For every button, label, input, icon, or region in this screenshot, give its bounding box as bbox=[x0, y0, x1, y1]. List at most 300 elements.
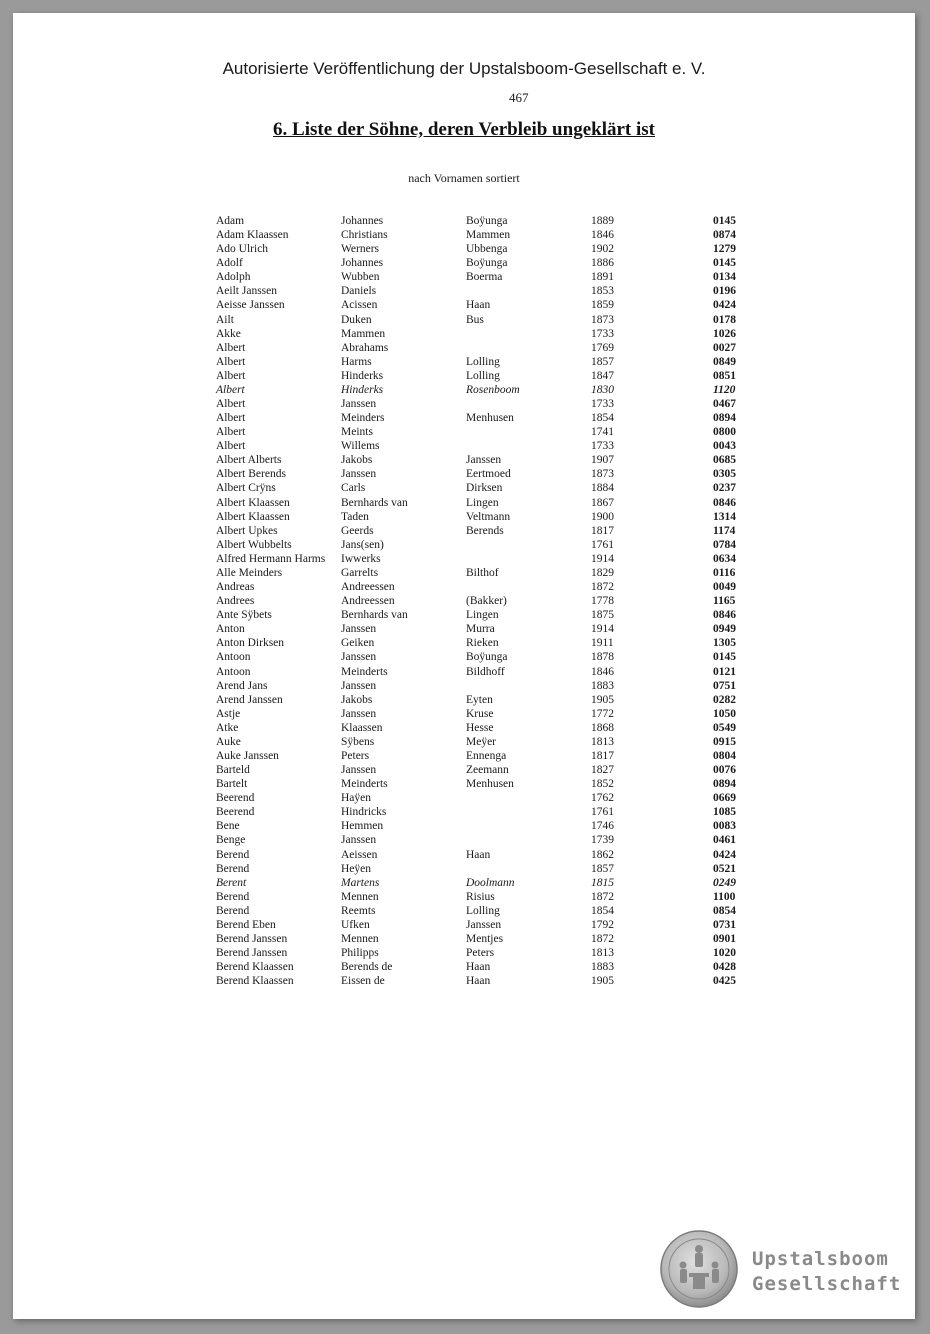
cell-c5: 0751 bbox=[713, 679, 736, 692]
cell-c2: Johannes bbox=[341, 257, 384, 270]
cell-c1: Antoon bbox=[216, 651, 251, 664]
cell-c1: Albert bbox=[216, 440, 246, 453]
publication-header: Autorisierte Veröffentlichung der Upstalsboom-Gesellschaft e. V. bbox=[222, 59, 706, 78]
cell-c3: Menhusen bbox=[466, 412, 514, 425]
cell-c2: Meinders bbox=[341, 412, 385, 425]
cell-c2: Heÿen bbox=[341, 862, 372, 875]
cell-c4: 1854 bbox=[591, 412, 614, 425]
cell-c4: 1891 bbox=[591, 271, 614, 284]
table-row bbox=[216, 439, 756, 453]
cell-c3: Risius bbox=[466, 890, 495, 903]
cell-c5: 0121 bbox=[713, 665, 736, 678]
cell-c5: 1305 bbox=[713, 637, 736, 650]
table-row bbox=[216, 467, 756, 481]
cell-c4: 1868 bbox=[591, 721, 614, 734]
cell-c4: 1883 bbox=[591, 961, 614, 974]
cell-c5: 1020 bbox=[713, 947, 736, 960]
page-number: 467 bbox=[509, 90, 529, 105]
cell-c4: 1875 bbox=[591, 609, 614, 622]
cell-c5: 0467 bbox=[713, 398, 736, 411]
cell-c3: Berends bbox=[466, 524, 504, 537]
cell-c5: 0145 bbox=[713, 215, 736, 227]
cell-c5: 0424 bbox=[713, 299, 736, 312]
cell-c2: Harms bbox=[341, 355, 372, 368]
cell-c5: 0083 bbox=[713, 820, 736, 833]
cell-c4: 1846 bbox=[591, 665, 614, 678]
cell-c5: 0784 bbox=[713, 538, 736, 551]
cell-c5: 0305 bbox=[713, 468, 736, 481]
cell-c3: Janssen bbox=[466, 918, 502, 931]
cell-c1: Benge bbox=[216, 834, 246, 847]
cell-c5: 0915 bbox=[713, 735, 736, 748]
cell-c1: Albert bbox=[216, 426, 246, 439]
cell-c4: 1872 bbox=[591, 890, 614, 903]
cell-c2: Jakobs bbox=[341, 454, 373, 467]
cell-c5: 0669 bbox=[713, 792, 736, 805]
cell-c2: Johannes bbox=[341, 215, 384, 227]
cell-c5: 0049 bbox=[713, 581, 736, 594]
table-row bbox=[216, 510, 756, 524]
cell-c4: 1746 bbox=[591, 820, 614, 833]
cell-c2: Andreessen bbox=[341, 595, 395, 608]
cell-c5: 0424 bbox=[713, 848, 736, 861]
cell-c3: Murra bbox=[466, 623, 495, 636]
cell-c2: Meinderts bbox=[341, 778, 388, 791]
cell-c1: Berend bbox=[216, 848, 250, 861]
cell-c1: Berend Janssen bbox=[216, 947, 288, 960]
cell-c3: Haan bbox=[466, 848, 491, 861]
cell-c1: Berend bbox=[216, 904, 250, 917]
table-row bbox=[216, 341, 756, 355]
cell-c2: Geerds bbox=[341, 524, 374, 537]
cell-c5: 1174 bbox=[713, 524, 736, 537]
cell-c5: 0894 bbox=[713, 412, 736, 425]
table-row bbox=[216, 777, 756, 791]
cell-c1: Albert Crÿns bbox=[216, 482, 276, 495]
cell-c5: 0027 bbox=[713, 341, 736, 354]
cell-c3: Boÿunga bbox=[466, 257, 508, 270]
cell-c1: Anton bbox=[216, 623, 245, 636]
cell-c4: 1733 bbox=[591, 440, 614, 453]
cell-c1: Aeilt Janssen bbox=[216, 285, 278, 298]
cell-c2: Klaassen bbox=[341, 721, 383, 734]
cell-c1: Albert bbox=[216, 412, 246, 425]
cell-c2: Meinderts bbox=[341, 665, 388, 678]
cell-c1: Berend Klaassen bbox=[216, 961, 294, 974]
cell-c3: Bildhoff bbox=[466, 665, 505, 678]
cell-c5: 0076 bbox=[713, 764, 736, 777]
cell-c2: Garrelts bbox=[341, 566, 379, 579]
document-page bbox=[13, 13, 915, 1319]
cell-c3: Boÿunga bbox=[466, 215, 508, 227]
table-row bbox=[216, 552, 756, 566]
cell-c5: 0851 bbox=[713, 369, 736, 382]
table-row bbox=[216, 679, 756, 693]
table-row bbox=[216, 284, 756, 298]
cell-c5: 1085 bbox=[713, 806, 736, 819]
cell-c3: Ennenga bbox=[466, 749, 507, 762]
cell-c2: Ufken bbox=[341, 918, 370, 931]
cell-c4: 1902 bbox=[591, 243, 614, 256]
cell-c4: 1846 bbox=[591, 229, 614, 242]
cell-c2: Jans(sen) bbox=[341, 538, 384, 551]
cell-c5: 1120 bbox=[713, 383, 736, 396]
cell-c2: Bernhards van bbox=[341, 609, 408, 622]
table-row bbox=[216, 735, 756, 749]
cell-c2: Daniels bbox=[341, 285, 377, 298]
cell-c4: 1884 bbox=[591, 482, 614, 495]
cell-c1: Auke Janssen bbox=[216, 749, 279, 762]
cell-c3: Mammen bbox=[466, 229, 511, 242]
cell-c5: 0846 bbox=[713, 496, 736, 509]
table-row bbox=[216, 327, 756, 341]
cell-c3: Hesse bbox=[466, 721, 494, 734]
cell-c3: Haan bbox=[466, 961, 491, 974]
cell-c1: Adam Klaassen bbox=[216, 229, 289, 242]
cell-c3: Eertmoed bbox=[466, 468, 511, 481]
cell-c2: Abrahams bbox=[341, 341, 389, 354]
table-row bbox=[216, 369, 756, 383]
cell-c1: Adolph bbox=[216, 271, 251, 284]
table-row bbox=[216, 622, 756, 636]
cell-c2: Werners bbox=[341, 243, 380, 256]
cell-c4: 1878 bbox=[591, 651, 614, 664]
table-row bbox=[216, 524, 756, 538]
cell-c5: 0521 bbox=[713, 862, 736, 875]
cell-c4: 1778 bbox=[591, 595, 614, 608]
cell-c3: Bus bbox=[466, 313, 484, 326]
cell-c5: 0145 bbox=[713, 651, 736, 664]
sons-list-table bbox=[216, 214, 756, 988]
cell-c1: Albert Upkes bbox=[216, 524, 278, 537]
cell-c1: Ante Sÿbets bbox=[216, 609, 272, 622]
table-row bbox=[216, 594, 756, 608]
cell-c1: Berend bbox=[216, 862, 250, 875]
cell-c3: Lingen bbox=[466, 609, 499, 622]
cell-c1: Akke bbox=[216, 327, 241, 340]
cell-c2: Carls bbox=[341, 482, 366, 495]
cell-c2: Hemmen bbox=[341, 820, 384, 833]
cell-c2: Janssen bbox=[341, 679, 377, 692]
table-row bbox=[216, 608, 756, 622]
cell-c4: 1829 bbox=[591, 566, 614, 579]
cell-c3: (Bakker) bbox=[466, 595, 507, 608]
cell-c5: 0804 bbox=[713, 749, 736, 762]
society-brand-text bbox=[752, 1247, 901, 1297]
cell-c1: Albert bbox=[216, 341, 246, 354]
cell-c5: 1165 bbox=[713, 595, 736, 608]
cell-c1: Adam bbox=[216, 215, 245, 227]
cell-c4: 1733 bbox=[591, 398, 614, 411]
cell-c1: Alle Meinders bbox=[216, 566, 283, 579]
table-row bbox=[216, 960, 756, 974]
cell-c1: Bene bbox=[216, 820, 240, 833]
cell-c3: Lolling bbox=[466, 369, 500, 382]
cell-c1: Bartelt bbox=[216, 778, 248, 791]
cell-c4: 1733 bbox=[591, 327, 614, 340]
cell-c1: Atke bbox=[216, 721, 239, 734]
table-row bbox=[216, 636, 756, 650]
cell-c4: 1889 bbox=[591, 215, 614, 227]
cell-c4: 1914 bbox=[591, 623, 614, 636]
brand-line-2: Gesellschaft bbox=[752, 1273, 902, 1295]
cell-c2: Meints bbox=[341, 426, 373, 439]
cell-c1: Albert Alberts bbox=[216, 454, 282, 467]
cell-c5: 0731 bbox=[713, 918, 736, 931]
cell-c4: 1872 bbox=[591, 581, 614, 594]
cell-c2: Janssen bbox=[341, 834, 377, 847]
cell-c2: Wubben bbox=[341, 271, 380, 284]
cell-c4: 1862 bbox=[591, 848, 614, 861]
cell-c5: 0854 bbox=[713, 904, 736, 917]
table-row bbox=[216, 791, 756, 805]
cell-c2: Aeissen bbox=[341, 848, 378, 861]
cell-c1: Albert bbox=[216, 383, 245, 396]
cell-c2: Hinderks bbox=[341, 369, 384, 382]
cell-c3: Janssen bbox=[466, 454, 502, 467]
cell-c4: 1857 bbox=[591, 862, 614, 875]
cell-c4: 1854 bbox=[591, 904, 614, 917]
cell-c3: Meÿer bbox=[466, 735, 497, 748]
cell-c2: Reemts bbox=[341, 904, 376, 917]
table-row bbox=[216, 298, 756, 312]
table-row bbox=[216, 411, 756, 425]
cell-c2: Philipps bbox=[341, 947, 379, 960]
cell-c2: Janssen bbox=[341, 623, 377, 636]
cell-c3: Boerma bbox=[466, 271, 503, 284]
cell-c3: Dirksen bbox=[466, 482, 503, 495]
cell-c5: 1279 bbox=[713, 243, 736, 256]
cell-c2: Iwwerks bbox=[341, 552, 381, 565]
table-row bbox=[216, 270, 756, 284]
cell-c3: Doolmann bbox=[466, 876, 515, 889]
cell-c1: Berend bbox=[216, 890, 250, 903]
cell-c2: Janssen bbox=[341, 764, 377, 777]
cell-c2: Bernhards van bbox=[341, 496, 408, 509]
cell-c1: Anton Dirksen bbox=[216, 637, 285, 650]
cell-c3: Bilthof bbox=[466, 566, 499, 579]
cell-c1: Berend Janssen bbox=[216, 932, 288, 945]
cell-c3: Haan bbox=[466, 975, 491, 988]
table-row bbox=[216, 665, 756, 679]
cell-c5: 0145 bbox=[713, 257, 736, 270]
cell-c2: Janssen bbox=[341, 468, 377, 481]
cell-c1: Albert bbox=[216, 369, 246, 382]
table-row bbox=[216, 721, 756, 735]
cell-c3: Lingen bbox=[466, 496, 499, 509]
cell-c1: Berent bbox=[216, 876, 247, 889]
cell-c3: Eyten bbox=[466, 693, 493, 706]
cell-c4: 1914 bbox=[591, 552, 614, 565]
cell-c3: Rieken bbox=[466, 637, 499, 650]
table-row bbox=[216, 313, 756, 327]
cell-c1: Adolf bbox=[216, 257, 243, 270]
cell-c4: 1883 bbox=[591, 679, 614, 692]
cell-c2: Willems bbox=[341, 440, 380, 453]
table-row bbox=[216, 848, 756, 862]
cell-c5: 1100 bbox=[713, 890, 736, 903]
cell-c1: Arend Janssen bbox=[216, 693, 283, 706]
cell-c4: 1907 bbox=[591, 454, 614, 467]
cell-c4: 1817 bbox=[591, 524, 614, 537]
table-row bbox=[216, 397, 756, 411]
cell-c2: Andreessen bbox=[341, 581, 395, 594]
cell-c5: 0549 bbox=[713, 721, 736, 734]
table-row bbox=[216, 425, 756, 439]
cell-c1: Berend Eben bbox=[216, 918, 276, 931]
table-row bbox=[216, 496, 756, 510]
table-row bbox=[216, 214, 756, 228]
cell-c3: Mentjes bbox=[466, 932, 504, 945]
table-row bbox=[216, 693, 756, 707]
cell-c1: Alfred Hermann Harms bbox=[216, 552, 326, 565]
cell-c3: Menhusen bbox=[466, 778, 514, 791]
cell-c5: 0461 bbox=[713, 834, 736, 847]
cell-c1: Ailt bbox=[216, 313, 234, 326]
cell-c3: Veltmann bbox=[466, 510, 511, 523]
cell-c4: 1830 bbox=[591, 383, 614, 396]
cell-c4: 1761 bbox=[591, 806, 614, 819]
cell-c4: 1886 bbox=[591, 257, 614, 270]
cell-c4: 1852 bbox=[591, 778, 614, 791]
cell-c4: 1792 bbox=[591, 918, 614, 931]
cell-c1: Antoon bbox=[216, 665, 251, 678]
cell-c5: 0949 bbox=[713, 623, 736, 636]
cell-c5: 1314 bbox=[713, 510, 736, 523]
cell-c4: 1813 bbox=[591, 947, 614, 960]
cell-c4: 1739 bbox=[591, 834, 614, 847]
table-row bbox=[216, 749, 756, 763]
cell-c3: Rosenboom bbox=[466, 383, 520, 396]
cell-c4: 1769 bbox=[591, 341, 614, 354]
cell-c5: 0249 bbox=[713, 876, 736, 889]
cell-c1: Auke bbox=[216, 735, 241, 748]
table-row bbox=[216, 355, 756, 369]
cell-c5: 0800 bbox=[713, 426, 736, 439]
cell-c5: 1026 bbox=[713, 327, 736, 340]
cell-c5: 0634 bbox=[713, 552, 736, 565]
cell-c4: 1872 bbox=[591, 932, 614, 945]
table-row bbox=[216, 763, 756, 777]
cell-c2: Janssen bbox=[341, 398, 377, 411]
cell-c2: Duken bbox=[341, 313, 372, 326]
page-title: 6. Liste der Söhne, deren Verbleib ungeklärt ist bbox=[273, 119, 655, 140]
cell-c2: Christians bbox=[341, 229, 388, 242]
cell-c1: Albert Berends bbox=[216, 468, 286, 481]
cell-c1: Andrees bbox=[216, 595, 255, 608]
society-seal-icon bbox=[659, 1229, 739, 1309]
cell-c2: Hinderks bbox=[341, 383, 384, 396]
cell-c5: 0874 bbox=[713, 229, 736, 242]
cell-c2: Taden bbox=[341, 510, 369, 523]
cell-c2: Berends de bbox=[341, 961, 393, 974]
cell-c1: Albert Klaassen bbox=[216, 496, 290, 509]
cell-c3: Kruse bbox=[466, 707, 494, 720]
cell-c1: Aeisse Janssen bbox=[216, 299, 285, 312]
cell-c5: 0849 bbox=[713, 355, 736, 368]
cell-c2: Janssen bbox=[341, 707, 377, 720]
cell-c5: 0685 bbox=[713, 454, 736, 467]
cell-c4: 1847 bbox=[591, 369, 614, 382]
cell-c4: 1905 bbox=[591, 693, 614, 706]
table-row bbox=[216, 453, 756, 467]
cell-c1: Barteld bbox=[216, 764, 250, 777]
cell-c4: 1817 bbox=[591, 749, 614, 762]
table-row bbox=[216, 566, 756, 580]
table-row bbox=[216, 650, 756, 664]
table-row bbox=[216, 805, 756, 819]
cell-c5: 0282 bbox=[713, 693, 736, 706]
cell-c4: 1827 bbox=[591, 764, 614, 777]
cell-c2: Sÿbens bbox=[341, 735, 375, 748]
cell-c1: Albert bbox=[216, 398, 246, 411]
table-row bbox=[216, 707, 756, 721]
cell-c4: 1813 bbox=[591, 735, 614, 748]
cell-c5: 0196 bbox=[713, 285, 736, 298]
cell-c4: 1873 bbox=[591, 313, 614, 326]
cell-c5: 0134 bbox=[713, 271, 736, 284]
cell-c1: Beerend bbox=[216, 792, 255, 805]
table-row bbox=[216, 242, 756, 256]
table-row bbox=[216, 383, 756, 397]
cell-c1: Berend Klaassen bbox=[216, 975, 294, 988]
cell-c2: Jakobs bbox=[341, 693, 373, 706]
table-row bbox=[216, 904, 756, 918]
cell-c5: 0043 bbox=[713, 440, 736, 453]
cell-c2: Martens bbox=[341, 876, 380, 889]
cell-c2: Eissen de bbox=[341, 975, 385, 988]
cell-c1: Albert bbox=[216, 355, 246, 368]
cell-c4: 1900 bbox=[591, 510, 614, 523]
cell-c5: 0428 bbox=[713, 961, 736, 974]
cell-c3: Lolling bbox=[466, 355, 500, 368]
table-row bbox=[216, 481, 756, 495]
cell-c2: Mennen bbox=[341, 890, 379, 903]
cell-c5: 0894 bbox=[713, 778, 736, 791]
cell-c1: Beerend bbox=[216, 806, 255, 819]
cell-c5: 0178 bbox=[713, 313, 736, 326]
cell-c5: 0116 bbox=[713, 566, 736, 579]
table-row bbox=[216, 819, 756, 833]
cell-c4: 1859 bbox=[591, 299, 614, 312]
cell-c3: Boÿunga bbox=[466, 651, 508, 664]
cell-c2: Mammen bbox=[341, 327, 386, 340]
cell-c3: Ubbenga bbox=[466, 243, 508, 256]
cell-c4: 1762 bbox=[591, 792, 614, 805]
cell-c4: 1761 bbox=[591, 538, 614, 551]
table-row bbox=[216, 890, 756, 904]
cell-c4: 1911 bbox=[591, 637, 614, 650]
table-row bbox=[216, 833, 756, 847]
table-row bbox=[216, 876, 756, 890]
cell-c2: Peters bbox=[341, 749, 370, 762]
page-subtitle: nach Vornamen sortiert bbox=[408, 171, 520, 185]
brand-line-1: Upstalsboom bbox=[752, 1248, 889, 1270]
cell-c5: 0846 bbox=[713, 609, 736, 622]
table-row bbox=[216, 862, 756, 876]
cell-c2: Haÿen bbox=[341, 792, 372, 805]
table-row bbox=[216, 974, 756, 988]
cell-c1: Astje bbox=[216, 707, 241, 720]
cell-c2: Janssen bbox=[341, 651, 377, 664]
table-row bbox=[216, 228, 756, 242]
cell-c4: 1853 bbox=[591, 285, 614, 298]
cell-c3: Haan bbox=[466, 299, 491, 312]
table-row bbox=[216, 580, 756, 594]
table-row bbox=[216, 932, 756, 946]
cell-c4: 1741 bbox=[591, 426, 614, 439]
cell-c5: 0901 bbox=[713, 932, 736, 945]
